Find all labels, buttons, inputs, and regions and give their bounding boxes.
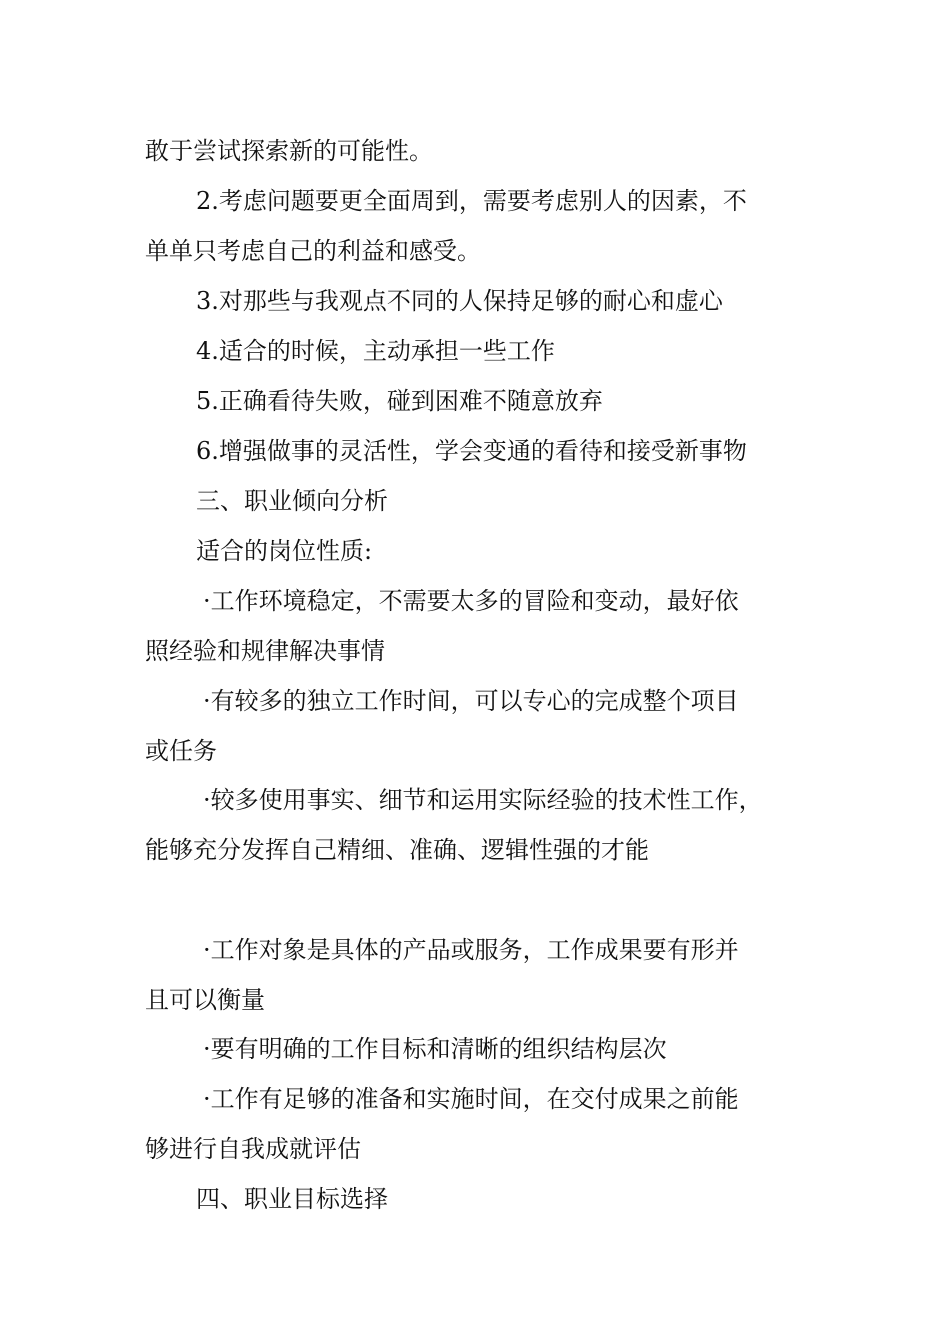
list-item-2: 2.考虑问题要更全面周到，需要考虑别人的因素，不 (196, 187, 747, 215)
list-item-3: 3.对那些与我观点不同的人保持足够的耐心和虚心 (196, 287, 723, 315)
section-heading: 三、职业倾向分析 (196, 487, 388, 515)
section-heading: 四、职业目标选择 (196, 1185, 388, 1213)
subheading: 适合的岗位性质: (196, 537, 373, 565)
list-item-5: 5.正确看待失败，碰到困难不随意放弃 (196, 387, 603, 415)
bullet-item: ·有较多的独立工作时间，可以专心的完成整个项目 (203, 687, 739, 715)
list-item-4: 4.适合的时候，主动承担一些工作 (196, 337, 555, 365)
text-line: 单单只考虑自己的利益和感受。 (145, 237, 481, 265)
bullet-item: ·工作对象是具体的产品或服务，工作成果要有形并 (203, 936, 739, 964)
text-line: 照经验和规律解决事情 (145, 637, 385, 665)
bullet-item: ·要有明确的工作目标和清晰的组织结构层次 (203, 1035, 667, 1063)
text-line: 能够充分发挥自己精细、准确、逻辑性强的才能 (145, 836, 649, 864)
bullet-item: ·较多使用事实、细节和运用实际经验的技术性工作， (203, 786, 763, 814)
text-line: 且可以衡量 (145, 986, 265, 1014)
bullet-item: ·工作环境稳定，不需要太多的冒险和变动，最好依 (203, 587, 739, 615)
text-line: 或任务 (145, 737, 217, 765)
text-line: 敢于尝试探索新的可能性。 (145, 137, 433, 165)
list-item-6: 6.增强做事的灵活性，学会变通的看待和接受新事物 (196, 437, 747, 465)
text-line: 够进行自我成就评估 (145, 1135, 361, 1163)
bullet-item: ·工作有足够的准备和实施时间，在交付成果之前能 (203, 1085, 739, 1113)
